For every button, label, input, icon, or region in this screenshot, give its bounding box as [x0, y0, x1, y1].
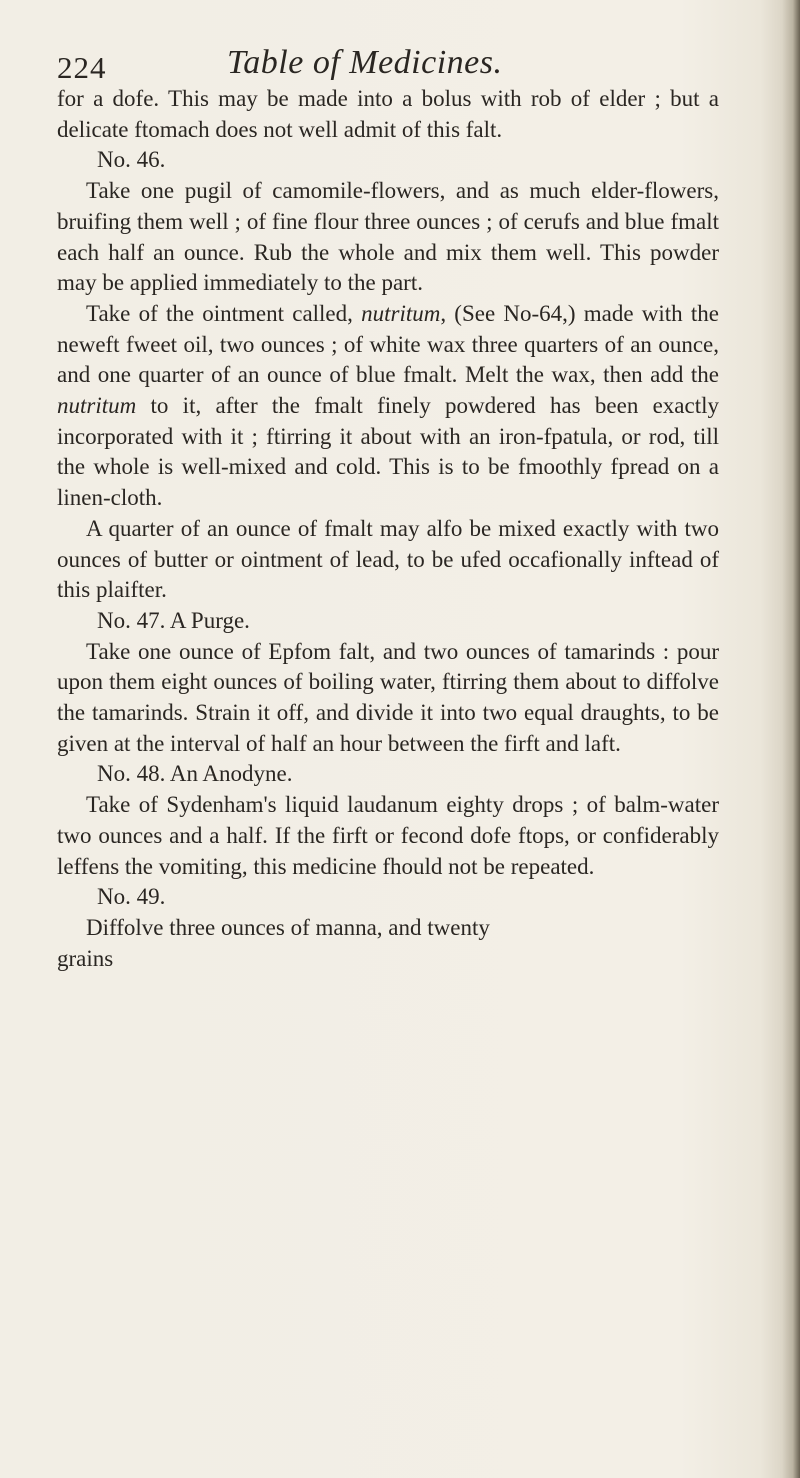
body-text [57, 84, 719, 974]
recipe-46-text-a: Take of the ointment called, [86, 300, 362, 326]
recipe-46-paragraph-3: A quarter of an ounce of fmalt may alfo be mixed exactly with two ounces of butter or ointment of lead, to be ufed occafionally inftead of this plaifter. [57, 515, 719, 603]
recipe-46-text-b: , (See No-64,) made with the neweft fweet oil, two ounces ; of white wax three quarters of an ounce, and one quarter of an ounce of blue fmalt. Melt the wax, then add the [57, 300, 719, 388]
recipe-47-paragraph: Take one ounce of Epfom falt, and two ounces of tamarinds : pour upon them eight ounces of boiling water, ftirring them about to diffolve the tamarinds. Strain it off, and divide it into two equal draughts, to be given at the interval of half an hour between the firft and laft. [57, 638, 719, 756]
recipe-heading-47: No. 47. A Purge. [97, 607, 250, 633]
running-title: Table of Medicines. [227, 44, 503, 81]
recipe-49-paragraph: Diffolve three ounces of manna, and twenty [86, 914, 490, 940]
continuation-paragraph: for a dofe. This may be made into a bolus with rob of elder ; but a delicate ftomach does not well admit of this falt. [57, 86, 719, 142]
recipe-heading-48: No. 48. An Anodyne. [97, 761, 293, 787]
page-number: 224 [57, 50, 107, 85]
recipe-heading-49: No. 49. [97, 884, 166, 910]
catchword: grains [57, 945, 114, 971]
recipe-46-text-c: to it, after the fmalt finely powdered has been exactly incorporated with it ; ftirring it about with an iron-fpatula, or rod, till the whole is well-mixed and cold. This is to be fmoothly fpread on a linen-cloth. [57, 393, 719, 511]
recipe-46-paragraph-1: Take one pugil of camomile-flowers, and as much elder-flowers, bruifing them well ; of fine flour three ounces ; of cerufs and blue fmalt each half an ounce. Rub the whole and mix them well. This powder may be applied immediately to the part. [57, 178, 719, 296]
nutritum-term: nutritum [361, 300, 441, 326]
nutritum-term: nutritum [57, 393, 137, 419]
page-edge-shadow [782, 0, 800, 1478]
recipe-heading-46: No. 46. [97, 147, 166, 173]
recipe-48-paragraph: Take of Sydenham's liquid laudanum eighty drops ; of balm-water two ounces and a half. If the firft or fecond dofe ftops, or confiderably leffens the vomiting, this medicine fhould not be repeated. [57, 792, 719, 879]
recipe-46-paragraph-2 [57, 299, 719, 514]
running-head [57, 44, 677, 88]
